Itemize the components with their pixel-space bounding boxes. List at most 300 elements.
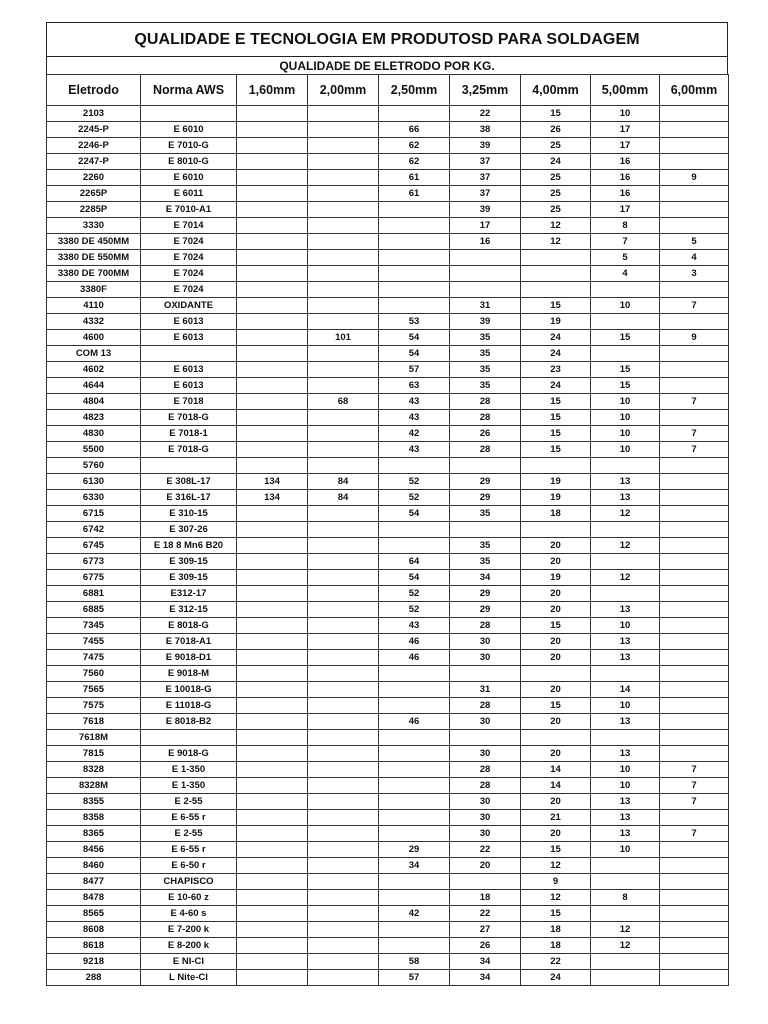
table-row	[47, 858, 729, 874]
qty-per-kg-cell	[308, 778, 379, 794]
qty-per-kg-cell	[308, 234, 379, 250]
qty-per-kg-cell: 39	[450, 202, 521, 218]
qty-per-kg-cell: 23	[521, 362, 591, 378]
qty-per-kg-cell: 22	[450, 106, 521, 122]
qty-per-kg-cell: 17	[591, 122, 660, 138]
qty-per-kg-cell: 30	[450, 634, 521, 650]
aws-norm-cell: E 7024	[141, 234, 237, 250]
qty-per-kg-cell	[660, 730, 729, 746]
aws-norm-cell: E 308L-17	[141, 474, 237, 490]
qty-per-kg-cell: 24	[521, 346, 591, 362]
qty-per-kg-cell: 10	[591, 442, 660, 458]
qty-per-kg-cell: 28	[450, 762, 521, 778]
qty-per-kg-cell: 7	[660, 298, 729, 314]
qty-per-kg-cell	[308, 410, 379, 426]
aws-norm-cell: E 6013	[141, 378, 237, 394]
qty-per-kg-cell: 13	[591, 810, 660, 826]
qty-per-kg-cell: 10	[591, 698, 660, 714]
electrode-cell: 288	[47, 970, 141, 986]
qty-per-kg-cell	[308, 890, 379, 906]
electrode-cell: 8328	[47, 762, 141, 778]
electrode-cell: 5500	[47, 442, 141, 458]
qty-per-kg-cell	[591, 730, 660, 746]
qty-per-kg-cell: 28	[450, 442, 521, 458]
qty-per-kg-cell: 35	[450, 330, 521, 346]
table-row	[47, 266, 729, 282]
table-row	[47, 570, 729, 586]
qty-per-kg-cell	[308, 506, 379, 522]
qty-per-kg-cell	[660, 698, 729, 714]
qty-per-kg-cell	[308, 538, 379, 554]
qty-per-kg-cell	[660, 746, 729, 762]
qty-per-kg-cell: 18	[521, 506, 591, 522]
qty-per-kg-cell	[237, 170, 308, 186]
qty-per-kg-cell: 13	[591, 714, 660, 730]
qty-per-kg-cell: 61	[379, 186, 450, 202]
qty-per-kg-cell	[660, 282, 729, 298]
qty-per-kg-cell: 15	[521, 298, 591, 314]
qty-per-kg-cell	[308, 554, 379, 570]
qty-per-kg-cell: 25	[521, 186, 591, 202]
qty-per-kg-cell	[308, 858, 379, 874]
table-row	[47, 922, 729, 938]
qty-per-kg-cell: 14	[521, 762, 591, 778]
qty-per-kg-cell	[591, 554, 660, 570]
qty-per-kg-cell: 35	[450, 362, 521, 378]
qty-per-kg-cell: 64	[379, 554, 450, 570]
qty-per-kg-cell	[521, 266, 591, 282]
qty-per-kg-cell	[237, 570, 308, 586]
qty-per-kg-cell: 10	[591, 106, 660, 122]
qty-per-kg-cell: 35	[450, 506, 521, 522]
electrode-cell: 2103	[47, 106, 141, 122]
qty-per-kg-cell	[237, 634, 308, 650]
qty-per-kg-cell	[450, 282, 521, 298]
qty-per-kg-cell	[521, 666, 591, 682]
qty-per-kg-cell	[660, 106, 729, 122]
qty-per-kg-cell	[237, 586, 308, 602]
qty-per-kg-cell: 34	[450, 570, 521, 586]
qty-per-kg-cell: 3	[660, 266, 729, 282]
qty-per-kg-cell: 54	[379, 330, 450, 346]
qty-per-kg-cell: 66	[379, 122, 450, 138]
electrode-cell: 8355	[47, 794, 141, 810]
qty-per-kg-cell	[379, 682, 450, 698]
qty-per-kg-cell	[237, 682, 308, 698]
qty-per-kg-cell	[450, 874, 521, 890]
qty-per-kg-cell: 19	[521, 490, 591, 506]
qty-per-kg-cell: 30	[450, 746, 521, 762]
qty-per-kg-cell: 28	[450, 618, 521, 634]
qty-per-kg-cell: 24	[521, 378, 591, 394]
qty-per-kg-cell	[308, 954, 379, 970]
aws-norm-cell: E 4-60 s	[141, 906, 237, 922]
qty-per-kg-cell: 19	[521, 474, 591, 490]
table-row	[47, 282, 729, 298]
qty-per-kg-cell: 13	[591, 746, 660, 762]
qty-per-kg-cell	[237, 394, 308, 410]
qty-per-kg-cell: 10	[591, 298, 660, 314]
qty-per-kg-cell	[379, 826, 450, 842]
qty-per-kg-cell	[660, 890, 729, 906]
qty-per-kg-cell: 52	[379, 586, 450, 602]
qty-per-kg-cell: 24	[521, 330, 591, 346]
qty-per-kg-cell	[450, 458, 521, 474]
qty-per-kg-cell	[660, 858, 729, 874]
qty-per-kg-cell	[660, 410, 729, 426]
aws-norm-cell: E 6013	[141, 314, 237, 330]
qty-per-kg-cell: 12	[521, 890, 591, 906]
qty-per-kg-cell	[660, 154, 729, 170]
column-header: Norma AWS	[141, 75, 237, 106]
qty-per-kg-cell	[237, 234, 308, 250]
qty-per-kg-cell: 13	[591, 634, 660, 650]
qty-per-kg-cell	[660, 618, 729, 634]
aws-norm-cell: E 7024	[141, 282, 237, 298]
aws-norm-cell: E 1-350	[141, 762, 237, 778]
qty-per-kg-cell: 30	[450, 810, 521, 826]
qty-per-kg-cell	[660, 970, 729, 986]
qty-per-kg-cell	[308, 362, 379, 378]
qty-per-kg-cell: 8	[591, 218, 660, 234]
table-row	[47, 362, 729, 378]
qty-per-kg-cell: 29	[379, 842, 450, 858]
qty-per-kg-cell: 35	[450, 538, 521, 554]
table-row	[47, 842, 729, 858]
qty-per-kg-cell: 20	[450, 858, 521, 874]
qty-per-kg-cell: 14	[591, 682, 660, 698]
qty-per-kg-cell	[521, 250, 591, 266]
qty-per-kg-cell	[308, 186, 379, 202]
aws-norm-cell: E 7018-A1	[141, 634, 237, 650]
qty-per-kg-cell	[237, 154, 308, 170]
qty-per-kg-cell	[308, 170, 379, 186]
qty-per-kg-cell	[237, 762, 308, 778]
qty-per-kg-cell	[591, 458, 660, 474]
qty-per-kg-cell: 46	[379, 714, 450, 730]
qty-per-kg-cell	[379, 698, 450, 714]
table-row	[47, 378, 729, 394]
electrode-cell: 7618	[47, 714, 141, 730]
qty-per-kg-cell	[308, 570, 379, 586]
qty-per-kg-cell	[379, 106, 450, 122]
electrode-cell: 4602	[47, 362, 141, 378]
qty-per-kg-cell	[379, 538, 450, 554]
qty-per-kg-cell: 19	[521, 314, 591, 330]
electrode-cell: 3380 DE 550MM	[47, 250, 141, 266]
qty-per-kg-cell: 18	[521, 922, 591, 938]
qty-per-kg-cell	[660, 634, 729, 650]
table-row	[47, 890, 729, 906]
aws-norm-cell: E 9018-D1	[141, 650, 237, 666]
qty-per-kg-cell	[308, 810, 379, 826]
qty-per-kg-cell	[660, 586, 729, 602]
table-header-row	[47, 75, 729, 106]
aws-norm-cell: E 6-50 r	[141, 858, 237, 874]
qty-per-kg-cell: 28	[450, 778, 521, 794]
qty-per-kg-cell	[237, 922, 308, 938]
qty-per-kg-cell: 52	[379, 602, 450, 618]
qty-per-kg-cell	[237, 186, 308, 202]
qty-per-kg-cell: 14	[521, 778, 591, 794]
electrode-cell: 6130	[47, 474, 141, 490]
qty-per-kg-cell	[237, 730, 308, 746]
qty-per-kg-cell: 15	[521, 906, 591, 922]
electrode-cell: 7345	[47, 618, 141, 634]
qty-per-kg-cell	[379, 938, 450, 954]
qty-per-kg-cell: 26	[521, 122, 591, 138]
table-row	[47, 554, 729, 570]
qty-per-kg-cell: 8	[591, 890, 660, 906]
qty-per-kg-cell	[237, 122, 308, 138]
aws-norm-cell	[141, 106, 237, 122]
qty-per-kg-cell: 13	[591, 474, 660, 490]
qty-per-kg-cell: 15	[521, 410, 591, 426]
table-row	[47, 330, 729, 346]
qty-per-kg-cell: 57	[379, 970, 450, 986]
qty-per-kg-cell	[591, 282, 660, 298]
qty-per-kg-cell: 12	[591, 938, 660, 954]
qty-per-kg-cell: 35	[450, 378, 521, 394]
qty-per-kg-cell	[237, 202, 308, 218]
electrode-cell: 4830	[47, 426, 141, 442]
aws-norm-cell: E NI-CI	[141, 954, 237, 970]
qty-per-kg-cell	[237, 298, 308, 314]
qty-per-kg-cell	[237, 906, 308, 922]
aws-norm-cell: E 11018-G	[141, 698, 237, 714]
qty-per-kg-cell	[591, 858, 660, 874]
qty-per-kg-cell	[308, 698, 379, 714]
qty-per-kg-cell	[379, 250, 450, 266]
qty-per-kg-cell: 134	[237, 490, 308, 506]
table-row	[47, 426, 729, 442]
qty-per-kg-cell: 31	[450, 682, 521, 698]
electrode-cell: 7455	[47, 634, 141, 650]
qty-per-kg-cell: 20	[521, 538, 591, 554]
qty-per-kg-cell	[308, 618, 379, 634]
table-row	[47, 442, 729, 458]
aws-norm-cell: E 6013	[141, 330, 237, 346]
table-row	[47, 938, 729, 954]
column-header: 6,00mm	[660, 75, 729, 106]
qty-per-kg-cell	[660, 650, 729, 666]
qty-per-kg-cell	[591, 970, 660, 986]
qty-per-kg-cell	[379, 202, 450, 218]
qty-per-kg-cell: 20	[521, 682, 591, 698]
qty-per-kg-cell	[308, 314, 379, 330]
qty-per-kg-cell	[237, 954, 308, 970]
table-row	[47, 490, 729, 506]
electrode-cell: 4804	[47, 394, 141, 410]
qty-per-kg-cell: 29	[450, 490, 521, 506]
qty-per-kg-cell	[660, 954, 729, 970]
electrode-cell: 9218	[47, 954, 141, 970]
column-header: 4,00mm	[521, 75, 591, 106]
aws-norm-cell: E 8018-B2	[141, 714, 237, 730]
table-row	[47, 234, 729, 250]
qty-per-kg-cell: 30	[450, 794, 521, 810]
qty-per-kg-cell: 10	[591, 842, 660, 858]
qty-per-kg-cell	[660, 218, 729, 234]
qty-per-kg-cell: 22	[450, 906, 521, 922]
qty-per-kg-cell	[660, 378, 729, 394]
table-row	[47, 810, 729, 826]
column-header: 2,00mm	[308, 75, 379, 106]
qty-per-kg-cell: 61	[379, 170, 450, 186]
qty-per-kg-cell	[660, 138, 729, 154]
qty-per-kg-cell: 18	[521, 938, 591, 954]
qty-per-kg-cell	[308, 378, 379, 394]
electrode-cell: 8565	[47, 906, 141, 922]
qty-per-kg-cell	[591, 874, 660, 890]
qty-per-kg-cell: 20	[521, 554, 591, 570]
qty-per-kg-cell	[237, 618, 308, 634]
electrode-cell: 6773	[47, 554, 141, 570]
qty-per-kg-cell	[237, 650, 308, 666]
qty-per-kg-cell: 15	[521, 394, 591, 410]
qty-per-kg-cell: 84	[308, 490, 379, 506]
qty-per-kg-cell: 28	[450, 698, 521, 714]
qty-per-kg-cell	[237, 458, 308, 474]
electrode-cell: 8365	[47, 826, 141, 842]
electrode-cell: 7618M	[47, 730, 141, 746]
aws-norm-cell: E 7010-A1	[141, 202, 237, 218]
table-row	[47, 506, 729, 522]
qty-per-kg-cell	[379, 282, 450, 298]
electrode-cell: 4332	[47, 314, 141, 330]
qty-per-kg-cell	[308, 138, 379, 154]
qty-per-kg-cell: 57	[379, 362, 450, 378]
qty-per-kg-cell: 7	[660, 426, 729, 442]
qty-per-kg-cell: 5	[660, 234, 729, 250]
qty-per-kg-cell: 42	[379, 426, 450, 442]
qty-per-kg-cell: 46	[379, 634, 450, 650]
electrode-cell: 7475	[47, 650, 141, 666]
aws-norm-cell: E 6011	[141, 186, 237, 202]
qty-per-kg-cell	[660, 490, 729, 506]
aws-norm-cell: E 1-350	[141, 778, 237, 794]
qty-per-kg-cell	[379, 458, 450, 474]
qty-per-kg-cell: 7	[660, 794, 729, 810]
qty-per-kg-cell: 4	[591, 266, 660, 282]
qty-per-kg-cell	[237, 794, 308, 810]
qty-per-kg-cell: 20	[521, 586, 591, 602]
qty-per-kg-cell: 62	[379, 154, 450, 170]
table-row	[47, 250, 729, 266]
column-header: 5,00mm	[591, 75, 660, 106]
qty-per-kg-cell: 15	[521, 442, 591, 458]
qty-per-kg-cell	[308, 266, 379, 282]
electrode-cell: 8358	[47, 810, 141, 826]
qty-per-kg-cell	[237, 506, 308, 522]
qty-per-kg-cell	[308, 202, 379, 218]
qty-per-kg-cell	[660, 474, 729, 490]
electrode-cell: 4644	[47, 378, 141, 394]
qty-per-kg-cell	[237, 410, 308, 426]
qty-per-kg-cell: 84	[308, 474, 379, 490]
qty-per-kg-cell	[379, 666, 450, 682]
aws-norm-cell: E 6-55 r	[141, 842, 237, 858]
table-row	[47, 954, 729, 970]
qty-per-kg-cell	[308, 346, 379, 362]
qty-per-kg-cell: 53	[379, 314, 450, 330]
table-row	[47, 586, 729, 602]
qty-per-kg-cell: 9	[660, 170, 729, 186]
electrode-cell: 7565	[47, 682, 141, 698]
qty-per-kg-cell: 37	[450, 170, 521, 186]
electrode-cell: 6742	[47, 522, 141, 538]
electrode-cell: 2265P	[47, 186, 141, 202]
electrode-cell: 7575	[47, 698, 141, 714]
qty-per-kg-cell: 20	[521, 826, 591, 842]
qty-per-kg-cell: 24	[521, 154, 591, 170]
table-row	[47, 138, 729, 154]
table-row	[47, 314, 729, 330]
aws-norm-cell: L Nite-CI	[141, 970, 237, 986]
qty-per-kg-cell: 15	[521, 842, 591, 858]
qty-per-kg-cell: 29	[450, 474, 521, 490]
document-title: QUALIDADE E TECNOLOGIA EM PRODUTOSD PARA SOLDAGEM	[46, 22, 728, 56]
column-header: 2,50mm	[379, 75, 450, 106]
qty-per-kg-cell: 25	[521, 202, 591, 218]
qty-per-kg-cell	[450, 250, 521, 266]
qty-per-kg-cell	[237, 538, 308, 554]
table-row	[47, 746, 729, 762]
electrode-cell: 8478	[47, 890, 141, 906]
qty-per-kg-cell: 54	[379, 506, 450, 522]
qty-per-kg-cell: 24	[521, 970, 591, 986]
qty-per-kg-cell: 30	[450, 826, 521, 842]
qty-per-kg-cell	[237, 874, 308, 890]
qty-per-kg-cell: 15	[521, 698, 591, 714]
electrode-cell: 6881	[47, 586, 141, 602]
qty-per-kg-cell	[379, 778, 450, 794]
qty-per-kg-cell: 34	[450, 970, 521, 986]
electrode-cell: 8618	[47, 938, 141, 954]
qty-per-kg-cell	[237, 266, 308, 282]
electrode-cell: 2246-P	[47, 138, 141, 154]
qty-per-kg-cell: 28	[450, 410, 521, 426]
qty-per-kg-cell	[237, 970, 308, 986]
qty-per-kg-cell: 7	[660, 442, 729, 458]
qty-per-kg-cell	[591, 954, 660, 970]
qty-per-kg-cell	[308, 970, 379, 986]
qty-per-kg-cell: 46	[379, 650, 450, 666]
electrode-cell: 8328M	[47, 778, 141, 794]
table-row	[47, 298, 729, 314]
qty-per-kg-cell	[308, 218, 379, 234]
qty-per-kg-cell	[521, 282, 591, 298]
qty-per-kg-cell	[660, 842, 729, 858]
qty-per-kg-cell	[450, 730, 521, 746]
qty-per-kg-cell: 29	[450, 602, 521, 618]
qty-per-kg-cell: 7	[660, 826, 729, 842]
table-row	[47, 714, 729, 730]
qty-per-kg-cell: 15	[591, 362, 660, 378]
electrode-cell: 6330	[47, 490, 141, 506]
qty-per-kg-cell: 20	[521, 634, 591, 650]
aws-norm-cell: E 309-15	[141, 570, 237, 586]
table-row	[47, 154, 729, 170]
qty-per-kg-cell: 10	[591, 394, 660, 410]
electrode-cell: 5760	[47, 458, 141, 474]
table-row	[47, 650, 729, 666]
qty-per-kg-cell: 26	[450, 938, 521, 954]
electrode-cell: 2260	[47, 170, 141, 186]
qty-per-kg-cell	[591, 906, 660, 922]
qty-per-kg-cell: 15	[521, 106, 591, 122]
qty-per-kg-cell: 20	[521, 714, 591, 730]
